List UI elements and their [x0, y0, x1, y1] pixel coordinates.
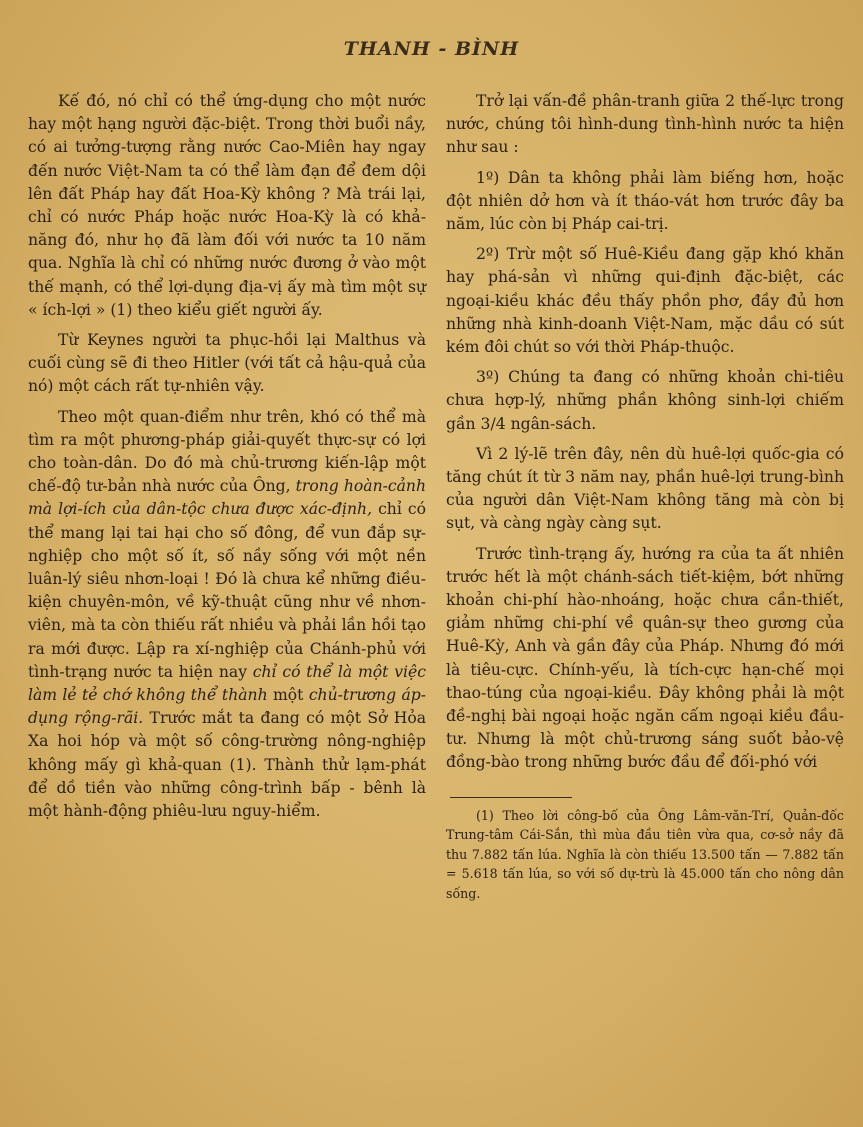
- italic-text: chủ-trương áp-dụng rộng-rãi.: [28, 686, 426, 728]
- paragraph: Kế đó, nó chỉ có thể ứng-dụng cho một nước hay một hạng người đặc-biệt. Trong thời buổi nầy, có ai tưởng-tượng rằng nước Cao-Miên hay ngay đến nước Việt-Nam ta có thể làm đạn để đem dội lên đất Pháp hay đất Hoa-Kỳ không ? Mà trái lại, chỉ có nước Pháp hoặc nước Hoa-Kỳ là có khả-năng đó, như họ đã làm đối với nước ta 10 năm qua. Nghĩa là chỉ có những nước đương ở vào một thế mạnh, có thể lợi-dụng địa-vị ấy mà tìm một sự « ích-lợi » (1) theo kiểu giết người ấy.: [28, 92, 426, 319]
- italic-text: chỉ có thể là một việc làm lẻ tẻ chớ không thể thành: [28, 662, 426, 705]
- paragraph: 1º) Dân ta không phải làm biếng hơn, hoặc đột nhiên dở hơn và ít tháo-vát hơn trước đây ba năm, lúc còn bị Pháp cai-trị.: [446, 168, 844, 234]
- paragraph: Từ Keynes người ta phục-hồi lại Malthus và cuối cùng sẽ đi theo Hitler (với tất cả hậu-quả của nó) một cách rất tự-nhiên vậy.: [28, 331, 426, 396]
- footnote-divider: [450, 797, 572, 798]
- paragraph: 2º) Trừ một số Huê-Kiều đang gặp khó khăn hay phá-sản vì những qui-định đặc-biệt, các ngoại-kiều khác đều thấy phồn phơ, đầy đủ hơn những nhà kinh-doanh Việt-Nam, mặc dầu có sút kém đôi chút so với thời Pháp-thuộc.: [446, 245, 844, 357]
- text-run: một: [267, 686, 309, 705]
- left-column: [28, 90, 426, 830]
- paragraph: 3º) Chúng ta đang có những khoản chi-tiêu chưa hợp-lý, những phần không sinh-lợi chiếm gần 3/4 ngân-sách.: [446, 368, 844, 433]
- italic-text: trong hoàn-cảnh mà lợi-ích của dân-tộc chưa được xác-định,: [28, 477, 426, 519]
- paragraph: Vì 2 lý-lẽ trên đây, nên dù huê-lợi quốc-gia có tăng chút ít từ 3 năm nay, phần huê-lợi trung-bình của người dân Việt-Nam không tăng mà còn bị sụt, và càng ngày càng sụt.: [446, 444, 844, 533]
- paragraph: [28, 406, 426, 824]
- text-run: Theo một quan-điểm như trên, khó có thể mà tìm ra một phương-pháp giải-quyết thực-sự có lợi cho toàn-dân. Do đó mà chủ-trương kiến-lập một chế-độ tư-bản nhà nước của Ông,: [28, 407, 426, 496]
- text-run: chỉ có thể mang lại tai hại cho số đông, để vun đắp sự-nghiệp cho một số ít, số nầy sống với một nền luân-lý siêu nhơn-loại ! Đó là chưa kể những điều-kiện chuyên-môn, về kỹ-thuật cũng như về nhơn-viên, mà ta còn thiếu rất nhiều và phải lần hồi tạo ra mới được. Lập ra xí-nghiệp của Chánh-phủ với tình-trạng nước ta hiện nay: [28, 500, 426, 681]
- page-header: THANH - BÌNH: [343, 38, 520, 60]
- footnote: (1) Theo lời công-bố của Ông Lâm-văn-Trí, Quản-đốc Trung-tâm Cái-Sắn, thì mùa đầu tiên vừa qua, cơ-sở nầy đã thu 7.882 tấn lúa. Nghĩa là còn thiếu 13.500 tấn — 7.882 tấn = 5.618 tấn lúa, so với số dự-trù là 45.000 tấn cho nông dân sống.: [446, 807, 844, 901]
- paragraph: Trước tình-trạng ấy, hướng ra của ta ất nhiên trước hết là một chánh-sách tiết-kiệm, bớt những khoản chi-phí hào-nhoáng, hoặc chưa cần-thiết, giảm những chi-phí về quân-sự theo gương của Huê-Kỳ, Anh và gần đây của Pháp. Nhưng đó mới là tiêu-cực. Chính-yếu, là tích-cực hạn-chế mọi thao-túng của ngoại-kiều. Đây không phải là một đề-nghị bài ngoại hoặc ngăn cấm ngoại kiều đầu-tư. Nhưng là một chủ-trương sáng suốt bảo-vệ đồng-bào trong những bước đầu để đối-phó với: [446, 544, 844, 772]
- paragraph: Trở lại vấn-đề phân-tranh giữa 2 thế-lực trong nước, chúng tôi hình-dung tình-hình nước ta hiện như sau :: [446, 92, 844, 157]
- text-run: Trước mắt ta đang có một Sở Hỏa Xa hoi hóp và một số công-trường nông-nghiệp không mấy gì khả-quan (1). Thành thử lạm-phát để dồ tiền vào những công-trình bấp - bênh là một hành-động phiêu-lưu nguy-hiểm.: [28, 709, 427, 821]
- right-column: [446, 90, 844, 910]
